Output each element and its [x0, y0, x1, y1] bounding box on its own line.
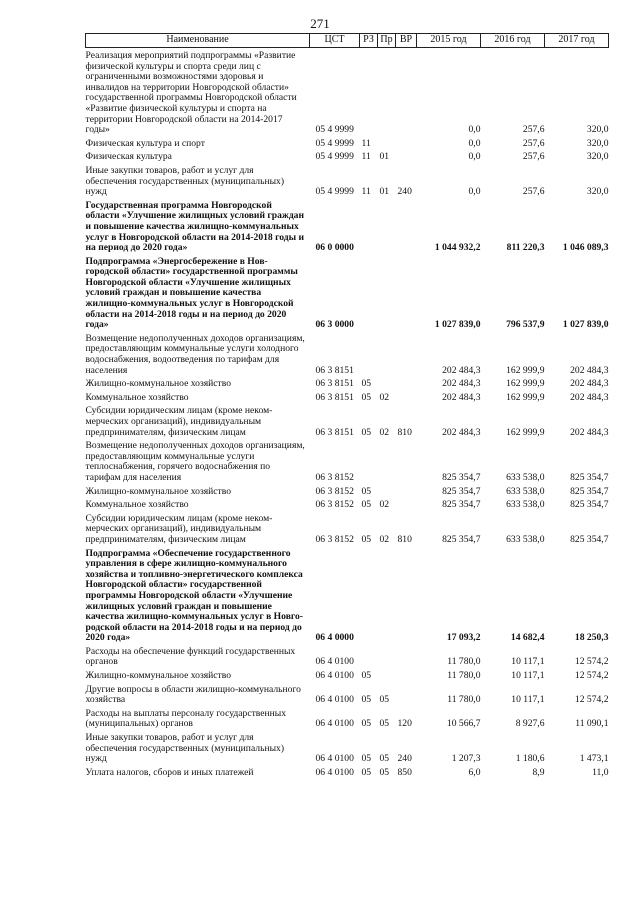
row-rz-cell: 05 [361, 426, 372, 438]
table-row [86, 438, 609, 483]
row-name-cell: Иные закупки товаров, работ и услуг для обеспечения государственных (муниципальных) нужд [85, 164, 285, 198]
row-pr-cell [378, 438, 396, 483]
row-name-cell: Реализация мероприятий подпрограммы «Развитие физической культуры и спорта среди лиц с ограниченными возможностями здоровья и инвалидов на территории Новгородской области» государственной программы Новгородской области «Развитие физической культуры и спорта на территории Новгородской области на 2014-2017 годы» [85, 50, 297, 136]
table-row [86, 682, 609, 706]
row-cst-cell: 06 3 8151 [315, 391, 354, 403]
row-name-cell: Возмещение недополученных доходов организациям, предоставляющим коммунальные услуги теплоснабжения, горячего водоснабжения по тарифам для населения [85, 440, 305, 483]
row-rz-cell: 05 [361, 378, 372, 390]
row-name-cell: Физическая культура [85, 151, 172, 163]
row-pr-cell [378, 198, 396, 254]
row-name-cell: Подпрограмма «Обеспечение государственного управления в сфере жилищно-коммунального хозяйства и топливно-энергетического комплекса Новгородской области» государственной программы Новгородской области «Улучшение жилищных условий граждан и повышение качества жилищно-коммунальных услуг в Новгородской области на 2014-2018 годы и на период до 2020 года» [85, 547, 303, 644]
row-rz-cell: 05 [361, 694, 372, 706]
row-pr-cell [378, 484, 396, 498]
header-2017: 2017 год [545, 34, 609, 48]
row-2017-cell: 11 090,1 [575, 718, 609, 730]
row-rz-cell: 05 [361, 499, 372, 511]
row-name-cell: Расходы на выплаты персоналу государственных (муниципальных) органов [85, 707, 287, 730]
table-body [86, 48, 609, 779]
row-rz-cell [360, 254, 378, 331]
row-2017-cell: 11,0 [592, 766, 609, 778]
row-2017-cell: 825 354,7 [570, 533, 609, 545]
row-2017-cell: 320,0 [586, 137, 609, 149]
row-vr-cell: 240 [397, 753, 412, 765]
row-pr-cell: 05 [379, 718, 390, 730]
row-2016-cell: 8,9 [532, 766, 545, 778]
header-row [86, 34, 609, 48]
row-cst-cell: 05 4 9999 [315, 151, 354, 163]
row-name-cell: Другие вопросы в области жилищно-коммунального хозяйства [85, 683, 301, 706]
row-vr-cell [396, 254, 417, 331]
row-2017-cell: 1 027 839,0 [562, 319, 609, 331]
row-2017-cell: 12 574,2 [574, 656, 609, 668]
row-vr-cell [396, 198, 417, 254]
row-2015-cell: 1 027 839,0 [434, 319, 481, 331]
row-2016-cell: 162 999,9 [506, 391, 545, 403]
row-cst-cell: 05 4 9999 [315, 186, 354, 198]
row-vr-cell [396, 484, 417, 498]
row-rz-cell: 05 [361, 391, 372, 403]
header-2016: 2016 год [481, 34, 545, 48]
row-vr-cell [396, 644, 417, 668]
row-cst-cell: 06 4 0100 [315, 656, 354, 668]
row-cst-cell: 06 3 8152 [315, 485, 354, 497]
row-2017-cell: 825 354,7 [570, 485, 609, 497]
header-pr: Пр [378, 34, 396, 48]
page-number: 271 [310, 16, 330, 31]
row-2016-cell: 1 180,6 [515, 753, 545, 765]
row-2015-cell: 10 566,7 [446, 718, 481, 730]
row-name-cell: Уплата налогов, сборов и иных платежей [85, 766, 254, 778]
row-rz-cell: 05 [361, 485, 372, 497]
row-cst-cell: 05 4 9999 [315, 137, 354, 149]
table-row [86, 546, 609, 644]
row-name-cell: Возмещение недополученных доходов организациям, предоставляющим коммунальные услуги холодного водоснабжения, водоотведения по тарифам для населения [85, 332, 305, 376]
row-name-cell: Жилищно-коммунальное хозяйство [85, 378, 232, 390]
row-vr-cell: 810 [397, 533, 412, 545]
row-2015-cell: 0,0 [468, 151, 481, 163]
row-vr-cell [396, 438, 417, 483]
row-pr-cell [378, 668, 396, 682]
row-name-cell: Подпрограмма «Энергосбережение в Новгородской области» государственной программы Новгородской области «Улучшение жилищных условий граждан и повышение качества жилищно-коммунальных услуг в Новгородской области на 2014-2018 годы и на период до 2020 года» [85, 255, 298, 331]
row-2015-cell: 17 093,2 [446, 632, 481, 644]
header-rz: РЗ [360, 34, 378, 48]
budget-table-container [85, 33, 608, 778]
row-2016-cell: 257,6 [522, 186, 545, 198]
row-pr-cell: 02 [379, 391, 390, 403]
row-2016-cell: 633 538,0 [506, 471, 545, 483]
row-2015-cell: 825 354,7 [442, 533, 481, 545]
row-2015-cell: 11 780,0 [447, 656, 481, 668]
table-row [86, 331, 609, 376]
table-row [86, 390, 609, 404]
header-vr: ВР [396, 34, 417, 48]
table-row [86, 254, 609, 331]
row-2017-cell: 1 046 089,3 [562, 242, 609, 254]
row-2017-cell: 18 250,3 [574, 632, 609, 644]
row-name-cell: Жилищно-коммунальное хозяйство [85, 670, 232, 682]
row-2015-cell: 825 354,7 [442, 485, 481, 497]
row-2016-cell: 14 682,4 [510, 632, 545, 644]
row-cst-cell: 06 3 8151 [315, 364, 354, 376]
row-2016-cell: 162 999,9 [506, 378, 545, 390]
row-pr-cell [378, 376, 396, 390]
row-2017-cell: 12 574,2 [574, 670, 609, 682]
row-pr-cell [378, 48, 396, 136]
row-rz-cell: 11 [361, 151, 371, 163]
row-rz-cell: 05 [361, 766, 372, 778]
row-vr-cell [396, 497, 417, 511]
row-cst-cell: 06 4 0100 [315, 766, 354, 778]
row-vr-cell [396, 546, 417, 644]
row-2016-cell: 10 117,1 [511, 694, 545, 706]
row-2017-cell: 320,0 [586, 151, 609, 163]
table-row [86, 706, 609, 730]
row-2015-cell: 202 484,3 [442, 426, 481, 438]
row-cst-cell: 05 4 9999 [315, 124, 354, 136]
row-2015-cell: 6,0 [468, 766, 481, 778]
row-pr-cell: 05 [379, 766, 390, 778]
row-pr-cell: 02 [379, 426, 390, 438]
row-name-cell: Государственная программа Новгородской области «Улучшение жилищных условий граждан и повышение качества жилищно-коммунальных услуг в Новгородской области на 2014-2018 годы и на период до 2020 года» [85, 199, 305, 254]
row-2015-cell: 825 354,7 [442, 499, 481, 511]
row-rz-cell [360, 438, 378, 483]
row-vr-cell: 810 [397, 426, 412, 438]
row-pr-cell: 05 [379, 753, 390, 765]
table-row [86, 403, 609, 438]
row-vr-cell: 240 [397, 186, 412, 198]
row-pr-cell [378, 331, 396, 376]
row-2015-cell: 202 484,3 [442, 391, 481, 403]
table-row [86, 149, 609, 163]
row-vr-cell [396, 668, 417, 682]
row-2015-cell: 202 484,3 [442, 364, 481, 376]
row-cst-cell: 06 0 0000 [315, 242, 354, 254]
row-2016-cell: 257,6 [522, 124, 545, 136]
header-name: Наименование [86, 34, 310, 48]
table-row [86, 644, 609, 668]
row-2015-cell: 11 780,0 [447, 694, 481, 706]
table-row [86, 484, 609, 498]
row-name-cell: Расходы на обеспечение функций государственных органов [85, 645, 296, 668]
row-vr-cell [396, 376, 417, 390]
row-cst-cell: 06 3 0000 [315, 319, 354, 331]
row-2016-cell: 162 999,9 [506, 364, 545, 376]
row-name-cell: Субсидии юридическим лицам (кроме некоммерческих организаций), индивидуальным предпринимателям, физическим лицам [85, 512, 273, 545]
row-2015-cell: 1 207,3 [451, 753, 481, 765]
budget-table [85, 33, 609, 778]
row-name-cell: Субсидии юридическим лицам (кроме некоммерческих организаций), индивидуальным предпринимателям, физическим лицам [85, 405, 273, 438]
row-vr-cell [396, 136, 417, 150]
row-name-cell: Коммунальное хозяйство [85, 391, 189, 403]
table-row [86, 730, 609, 765]
row-2016-cell: 796 537,9 [506, 319, 545, 331]
row-cst-cell: 06 4 0000 [315, 632, 354, 644]
row-2015-cell: 0,0 [468, 124, 481, 136]
row-2017-cell: 202 484,3 [570, 426, 609, 438]
row-cst-cell: 06 3 8151 [315, 426, 354, 438]
row-pr-cell [378, 254, 396, 331]
table-row [86, 48, 609, 136]
row-rz-cell: 11 [361, 186, 371, 198]
table-header [86, 34, 609, 48]
row-2016-cell: 10 117,1 [511, 670, 545, 682]
table-row [86, 668, 609, 682]
row-pr-cell: 02 [379, 499, 390, 511]
row-pr-cell: 02 [379, 533, 390, 545]
row-cst-cell: 06 3 8152 [315, 471, 354, 483]
row-vr-cell: 120 [397, 718, 412, 730]
row-cst-cell: 06 4 0100 [315, 718, 354, 730]
row-cst-cell: 06 3 8152 [315, 499, 354, 511]
table-row [86, 511, 609, 546]
row-rz-cell: 11 [361, 137, 371, 149]
row-pr-cell: 01 [379, 151, 390, 163]
row-2017-cell: 1 473,1 [579, 753, 609, 765]
row-2015-cell: 202 484,3 [442, 378, 481, 390]
row-name-cell: Жилищно-коммунальное хозяйство [85, 485, 232, 497]
row-2017-cell: 825 354,7 [570, 471, 609, 483]
table-row [86, 376, 609, 390]
row-2017-cell: 825 354,7 [570, 499, 609, 511]
row-vr-cell [396, 149, 417, 163]
row-2017-cell: 202 484,3 [570, 364, 609, 376]
row-2016-cell: 633 538,0 [506, 533, 545, 545]
row-2016-cell: 257,6 [522, 137, 545, 149]
row-2017-cell: 202 484,3 [570, 378, 609, 390]
row-cst-cell: 06 3 8152 [315, 533, 354, 545]
row-rz-cell [360, 644, 378, 668]
row-name-cell: Иные закупки товаров, работ и услуг для обеспечения государственных (муниципальных) нужд [85, 732, 285, 765]
table-row [86, 136, 609, 150]
row-vr-cell [396, 331, 417, 376]
row-cst-cell: 06 4 0100 [315, 694, 354, 706]
row-2015-cell: 0,0 [468, 186, 481, 198]
table-row [86, 198, 609, 254]
row-2016-cell: 257,6 [522, 151, 545, 163]
row-2016-cell: 633 538,0 [506, 499, 545, 511]
row-cst-cell: 06 4 0100 [315, 753, 354, 765]
table-row [86, 497, 609, 511]
row-vr-cell [396, 390, 417, 404]
header-2015: 2015 год [417, 34, 481, 48]
row-2016-cell: 811 220,3 [506, 242, 545, 254]
row-name-cell: Коммунальное хозяйство [85, 499, 189, 511]
row-2015-cell: 11 780,0 [447, 670, 481, 682]
row-pr-cell [378, 546, 396, 644]
row-rz-cell [360, 48, 378, 136]
row-pr-cell [378, 136, 396, 150]
row-rz-cell: 05 [361, 718, 372, 730]
table-row [86, 163, 609, 198]
row-rz-cell [360, 198, 378, 254]
row-2017-cell: 320,0 [586, 124, 609, 136]
row-name-cell: Физическая культура и спорт [85, 137, 205, 149]
row-rz-cell [360, 331, 378, 376]
row-2016-cell: 8 927,6 [515, 718, 545, 730]
row-vr-cell [396, 48, 417, 136]
row-2017-cell: 12 574,2 [574, 694, 609, 706]
row-2017-cell: 320,0 [586, 186, 609, 198]
row-2016-cell: 10 117,1 [511, 656, 545, 668]
row-vr-cell: 850 [397, 766, 412, 778]
row-2017-cell: 202 484,3 [570, 391, 609, 403]
row-vr-cell [396, 682, 417, 706]
row-cst-cell: 06 3 8151 [315, 378, 354, 390]
row-2016-cell: 162 999,9 [506, 426, 545, 438]
header-cst: ЦСТ [310, 34, 360, 48]
row-rz-cell [360, 546, 378, 644]
row-pr-cell [378, 644, 396, 668]
row-2015-cell: 825 354,7 [442, 471, 481, 483]
row-2015-cell: 0,0 [468, 137, 481, 149]
table-row [86, 765, 609, 779]
row-2016-cell: 633 538,0 [506, 485, 545, 497]
row-rz-cell: 05 [361, 670, 372, 682]
row-2015-cell: 1 044 932,2 [434, 242, 481, 254]
row-pr-cell: 01 [379, 186, 390, 198]
row-rz-cell: 05 [361, 753, 372, 765]
row-cst-cell: 06 4 0100 [315, 670, 354, 682]
row-pr-cell: 05 [379, 694, 390, 706]
row-rz-cell: 05 [361, 533, 372, 545]
